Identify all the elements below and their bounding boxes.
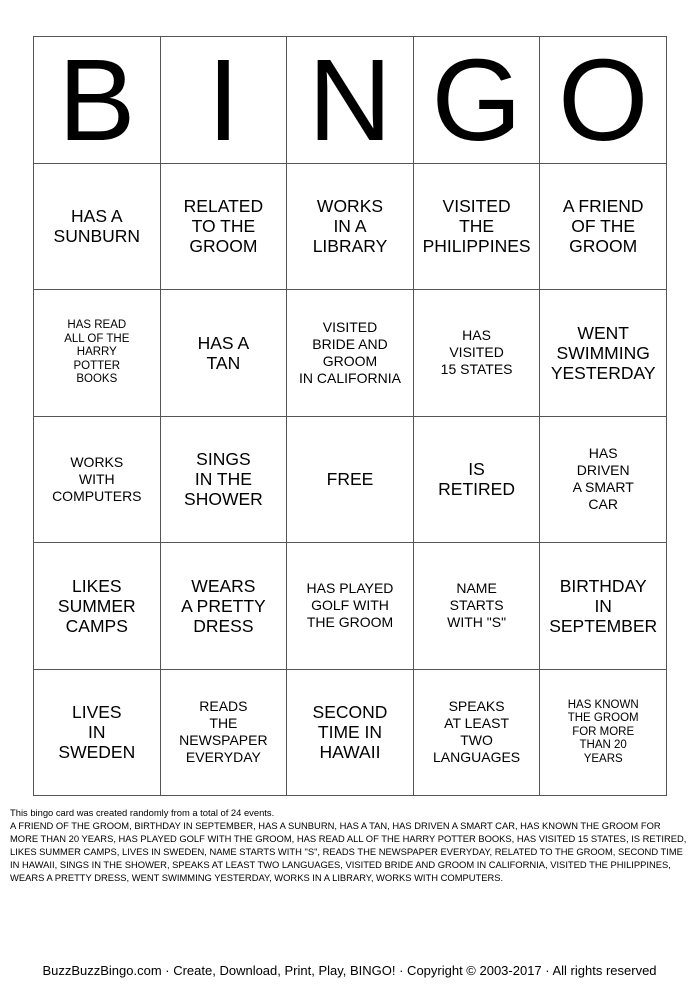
header-letter-o: O (540, 37, 667, 164)
card-description-intro: This bingo card was created randomly from a total of 24 events. (10, 807, 275, 818)
bingo-square[interactable] (34, 543, 161, 670)
bingo-square[interactable] (160, 163, 287, 290)
header-letter-i: I (160, 37, 287, 164)
bingo-square[interactable] (287, 669, 414, 796)
bingo-square-label: HAS A SUNBURN (53, 206, 141, 247)
bingo-square-label: FREE (326, 469, 374, 490)
bingo-square[interactable] (540, 416, 667, 543)
bingo-square-label: RELATED TO THE GROOM (183, 196, 264, 257)
bingo-square-label: SECOND TIME IN HAWAII (312, 702, 388, 763)
page-footer: BuzzBuzzBingo.com · Create, Download, Print, Play, BINGO! · Copyright © 2003-2017 · All rights reserved (42, 963, 657, 978)
bingo-square[interactable] (34, 163, 161, 290)
bingo-square[interactable] (540, 290, 667, 417)
bingo-square-label: HAS DRIVEN A SMART CAR (572, 445, 634, 513)
bingo-square[interactable] (413, 416, 540, 543)
bingo-square[interactable] (413, 543, 540, 670)
bingo-square[interactable] (540, 543, 667, 670)
bingo-row (34, 669, 667, 796)
bingo-row (34, 290, 667, 417)
bingo-square[interactable] (413, 669, 540, 796)
bingo-square[interactable] (287, 290, 414, 417)
bingo-square-label: HAS VISITED 15 STATES (440, 327, 513, 378)
bingo-square-label: IS RETIRED (438, 459, 515, 500)
bingo-square-label: VISITED BRIDE AND GROOM IN CALIFORNIA (299, 318, 401, 386)
bingo-square[interactable] (287, 163, 414, 290)
bingo-row (34, 543, 667, 670)
bingo-square-label: SPEAKS AT LEAST TWO LANGUAGES (433, 698, 521, 766)
header-letter-g: G (413, 37, 540, 164)
card-event-list: A FRIEND OF THE GROOM, BIRTHDAY IN SEPTEMBER, HAS A SUNBURN, HAS A TAN, HAS DRIVEN A SMART CAR, HAS KNOWN THE GROOM FOR MORE THAN 20 YEARS, HAS PLAYED GOLF WITH THE GROOM, HAS READ ALL OF THE HARRY POTTER BOOKS, HAS VISITED 15 STATES, IS RETIRED, LIKES SUMMER CAMPS, LIVES IN SWEDEN, NAME STARTS WITH "S", READS THE NEWSPAPER EVERYDAY, RELATED TO THE GROOM, SECOND TIME IN HAWAII, SINGS IN THE SHOWER, SPEAKS AT LEAST TWO LANGUAGES, VISITED BRIDE AND GROOM IN CALIFORNIA, VISITED THE PHILIPPINES, WEARS A PRETTY DRESS, WENT SWIMMING YESTERDAY, WORKS IN A LIBRARY, WORKS WITH COMPUTERS. (10, 820, 687, 883)
bingo-square-label: WEARS A PRETTY DRESS (181, 575, 266, 636)
bingo-square-label: HAS KNOWN THE GROOM FOR MORE THAN 20 YEARS (567, 698, 639, 765)
bingo-square[interactable] (160, 543, 287, 670)
bingo-square-label: WORKS WITH COMPUTERS (52, 453, 142, 504)
bingo-square[interactable] (413, 290, 540, 417)
bingo-square-label: HAS A TAN (197, 332, 250, 373)
bingo-square[interactable] (540, 669, 667, 796)
bingo-square-label: A FRIEND OF THE GROOM (562, 196, 644, 257)
bingo-square[interactable] (287, 416, 414, 543)
bingo-card (33, 36, 667, 796)
bingo-square-label: READS THE NEWSPAPER EVERYDAY (179, 698, 268, 766)
bingo-row (34, 163, 667, 290)
bingo-square[interactable] (287, 543, 414, 670)
header-letter-b: B (34, 37, 161, 164)
bingo-square-label: LIKES SUMMER CAMPS (57, 575, 136, 636)
bingo-square[interactable] (540, 163, 667, 290)
bingo-header-row (34, 37, 667, 164)
bingo-square-label: VISITED THE PHILIPPINES (422, 196, 531, 257)
bingo-square-label: WENT SWIMMING YESTERDAY (550, 322, 656, 383)
bingo-row (34, 416, 667, 543)
bingo-square[interactable] (160, 669, 287, 796)
card-description (10, 806, 690, 884)
bingo-square-label: WORKS IN A LIBRARY (312, 196, 388, 257)
bingo-square-label: NAME STARTS WITH "S" (447, 580, 507, 631)
bingo-square[interactable] (34, 416, 161, 543)
bingo-square-label: LIVES IN SWEDEN (58, 702, 136, 763)
header-letter-n: N (287, 37, 414, 164)
bingo-square[interactable] (160, 290, 287, 417)
bingo-square-label: BIRTHDAY IN SEPTEMBER (549, 575, 658, 636)
bingo-square-label: HAS PLAYED GOLF WITH THE GROOM (306, 580, 394, 631)
bingo-square[interactable] (34, 669, 161, 796)
bingo-square-label: HAS READ ALL OF THE HARRY POTTER BOOKS (64, 319, 130, 385)
bingo-square[interactable] (34, 290, 161, 417)
bingo-square-label: SINGS IN THE SHOWER (184, 449, 263, 510)
bingo-square[interactable] (413, 163, 540, 290)
bingo-square[interactable] (160, 416, 287, 543)
